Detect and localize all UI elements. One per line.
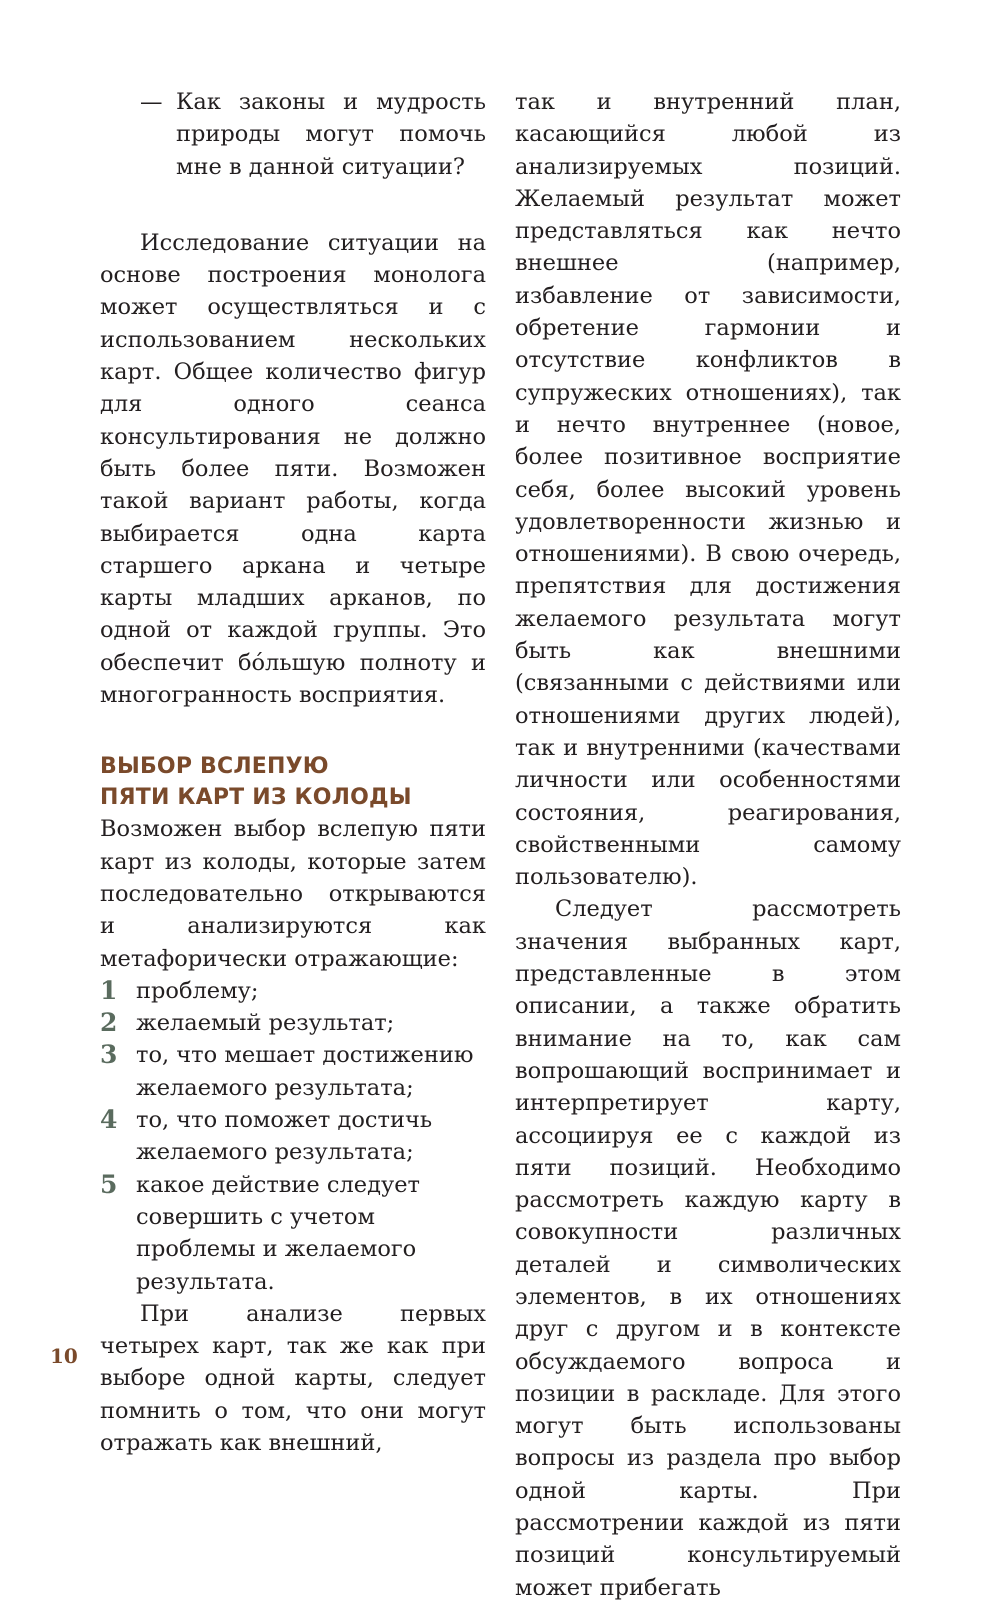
list-number: 2 [100, 1008, 118, 1038]
intro-paragraph: Возможен выбор вслепую пяти карт из колоды, которые затем последовательно открываются и анализируются как метафорически отражающие: [100, 816, 486, 972]
list-number: 3 [100, 1040, 118, 1070]
question-item [100, 86, 486, 183]
list-text: желаемый результат; [136, 1010, 395, 1037]
list-number: 4 [100, 1105, 118, 1135]
right-column [515, 86, 901, 1604]
list-item [100, 1169, 486, 1298]
paragraph: Исследование ситуации на основе построения монолога может осуществляться и с использованием нескольких карт. Общее количество фигур для одного сеанса консультирования не должно быть более пяти. Возможен такой вариант работы, когда выбирается одна карта старшего аркана и четыре карты младших арканов, по одной от каждой группы. Это обеспечит бóльшую полноту и многогранность восприятия. [100, 229, 486, 709]
page-number: 10 [50, 1344, 78, 1368]
paragraph: так и внутренний план, касающийся любой из анализируемых позиций. Желаемый результат может представляться как нечто внешнее (например, избавление от зависимости, обретение гармонии и отсутствие конфликтов в супружеских отношениях), так и нечто внутреннее (новое, более позитивное восприятие себя, более высокий уровень удовлетворенности жизнью и отношениями). В свою очередь, препятствия для достижения желаемого результата могут быть как внешними (связанными с действиями или отношениями других людей), так и внутренними (качествами личности или особенностями состояния, реагирования, свойственными самому пользователю). [515, 89, 901, 891]
list-item [100, 1039, 486, 1104]
numbered-list [100, 975, 486, 1298]
question-text: Как законы и мудрость природы могут помочь мне в данной ситуации? [176, 89, 486, 180]
list-item [100, 1007, 486, 1039]
heading-line-2: ПЯТИ КАРТ ИЗ КОЛОДЫ [100, 785, 412, 811]
section-heading [100, 751, 486, 813]
list-text: какое действие следует совершить с учетом проблемы и желаемого результата. [136, 1171, 420, 1295]
list-item [100, 975, 486, 1007]
list-item [100, 1104, 486, 1169]
heading-line-1: ВЫБОР ВСЛЕПУЮ [100, 754, 329, 780]
list-text: проблему; [136, 977, 259, 1004]
dash-symbol: — [140, 89, 163, 115]
left-column [100, 86, 486, 1459]
list-text: то, что поможет достичь желаемого результата; [136, 1107, 433, 1166]
paragraph: При анализе первых четырех карт, так же как при выборе одной карты, следует помнить о том, что они могут отражать как внешний, [100, 1300, 486, 1456]
list-text: то, что мешает достижению желаемого результата; [136, 1042, 474, 1101]
list-number: 5 [100, 1169, 118, 1199]
paragraph: Следует рассмотреть значения выбранных карт, представленные в этом описании, а также обратить внимание на то, как сам вопрошающий воспринимает и интерпретирует карту, ассоциируя ее с каждой из пяти позиций. Необходимо рассмотреть каждую карту в совокупности различных деталей и символических элементов, в их отношениях друг с другом и в контексте обсуждаемого вопроса и позиции в раскладе. Для этого могут быть использованы вопросы из раздела про выбор одной карты. При рассмотрении каждой из пяти позиций консультируемый может прибегать [515, 896, 901, 1601]
list-number: 1 [100, 975, 118, 1005]
